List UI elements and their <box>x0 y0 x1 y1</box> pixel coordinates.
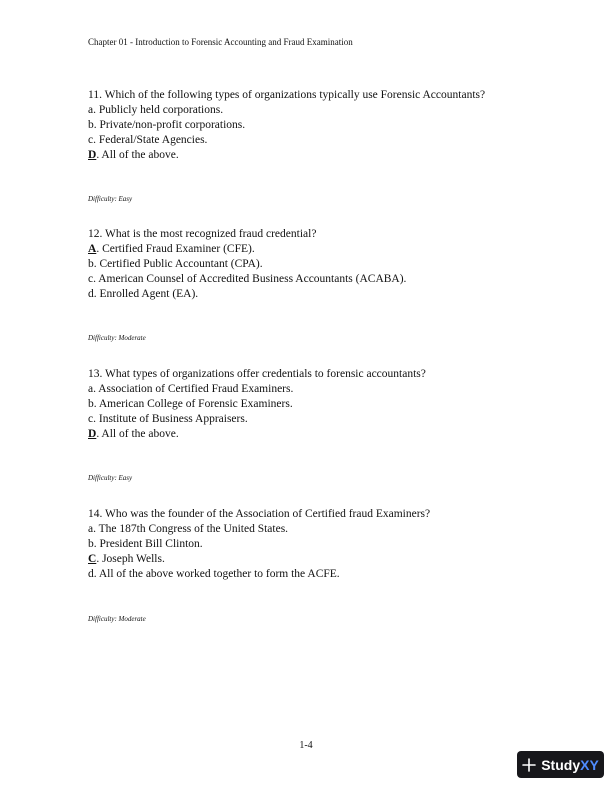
difficulty-label: Difficulty: Moderate <box>88 334 146 342</box>
question-stem: 12. What is the most recognized fraud credential? <box>88 228 317 240</box>
option-letter: b <box>88 398 94 410</box>
studyxy-logo-badge[interactable] <box>517 751 604 778</box>
option-c <box>88 412 558 427</box>
option-text: . American College of Forensic Examiners. <box>93 398 293 410</box>
correct-answer-letter: A <box>88 243 97 255</box>
correct-answer-letter: D <box>88 149 97 161</box>
difficulty-label: Difficulty: Easy <box>88 195 133 203</box>
option-text: . The 187th Congress of the United States. <box>93 523 289 535</box>
option-c-correct <box>88 552 558 567</box>
option-text: . Federal/State Agencies. <box>93 134 208 146</box>
option-text: . Certified Fraud Examiner (CFE). <box>96 243 255 255</box>
option-text: . Certified Public Accountant (CPA). <box>93 258 263 270</box>
correct-answer-letter: D <box>88 428 97 440</box>
question-11 <box>88 88 558 163</box>
page-number: 1-4 <box>299 740 313 751</box>
option-text: . Association of Certified Fraud Examiners. <box>93 383 294 395</box>
option-letter: c <box>88 134 94 146</box>
option-d-correct <box>88 148 558 163</box>
brand-accent: XY <box>580 756 599 773</box>
option-b <box>88 257 558 272</box>
option-text: . President Bill Clinton. <box>93 538 203 550</box>
option-a <box>88 522 558 537</box>
question-stem: 14. Who was the founder of the Association of Certified fraud Examiners? <box>88 508 431 520</box>
option-text: . All of the above worked together to form the ACFE. <box>93 568 340 580</box>
option-d <box>88 567 558 582</box>
question-14 <box>88 507 558 582</box>
option-letter: b <box>88 119 94 131</box>
question-12 <box>88 227 558 302</box>
option-a <box>88 382 558 397</box>
option-text: . Enrolled Agent (EA). <box>93 288 199 300</box>
option-letter: a <box>88 523 94 535</box>
question-13 <box>88 367 558 442</box>
option-letter: a <box>88 104 94 116</box>
option-d <box>88 287 558 302</box>
option-text: . All of the above. <box>96 149 179 161</box>
option-a-correct <box>88 242 558 257</box>
option-text: . Private/non-profit corporations. <box>93 119 246 131</box>
option-b <box>88 397 558 412</box>
option-text: . American Counsel of Accredited Business Accountants (ACABA). <box>93 273 407 285</box>
option-text: . Institute of Business Appraisers. <box>93 413 248 425</box>
option-letter: c <box>88 273 94 285</box>
brand-main: Study <box>541 756 581 773</box>
correct-answer-letter: C <box>88 553 97 565</box>
option-letter: c <box>88 413 94 425</box>
option-letter: d <box>88 568 94 580</box>
option-text: . All of the above. <box>96 428 179 440</box>
option-letter: d <box>88 288 94 300</box>
question-stem: 11. Which of the following types of organizations typically use Forensic Accountants? <box>88 89 486 101</box>
option-letter: b <box>88 258 94 270</box>
option-text: . Publicly held corporations. <box>93 104 224 116</box>
option-b <box>88 118 558 133</box>
option-c <box>88 133 558 148</box>
option-text: . Joseph Wells. <box>96 553 165 565</box>
option-b <box>88 537 558 552</box>
plus-icon <box>522 758 536 772</box>
difficulty-label: Difficulty: Easy <box>88 474 133 482</box>
option-letter: a <box>88 383 94 395</box>
option-d-correct <box>88 427 558 442</box>
option-a <box>88 103 558 118</box>
difficulty-label: Difficulty: Moderate <box>88 615 146 623</box>
page-header: Chapter 01 - Introduction to Forensic Accounting and Fraud Examination <box>88 37 353 47</box>
option-letter: b <box>88 538 94 550</box>
option-c <box>88 272 558 287</box>
question-stem: 13. What types of organizations offer credentials to forensic accountants? <box>88 368 426 380</box>
